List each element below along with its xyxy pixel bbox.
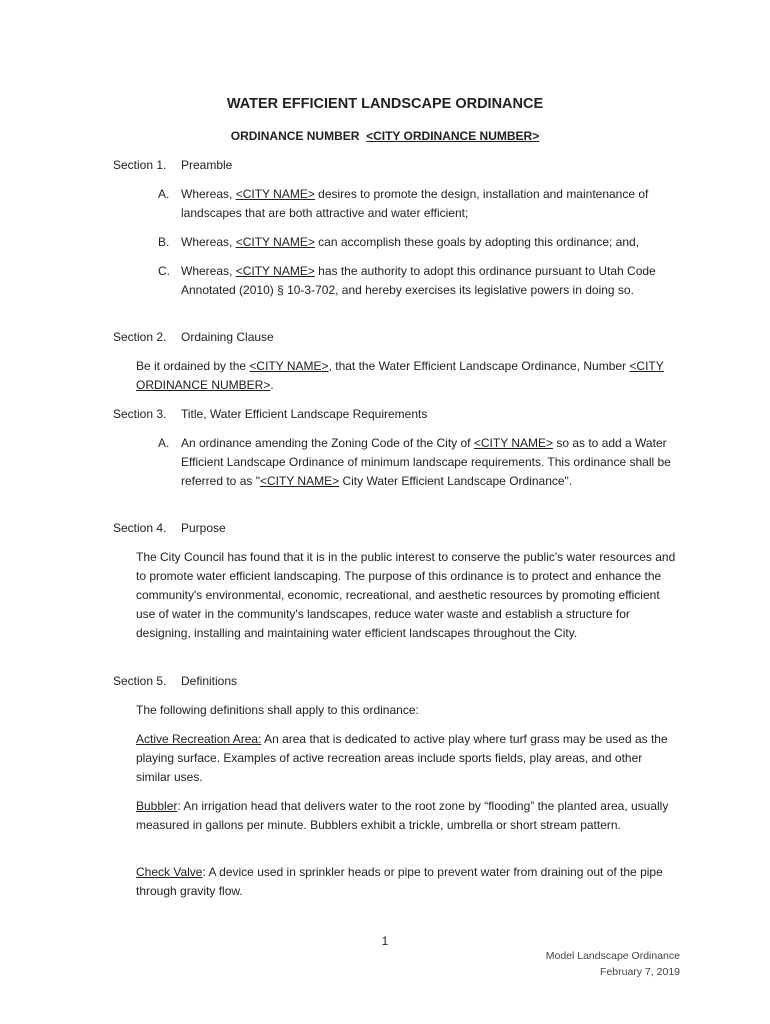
footer-date: February 7, 2019	[600, 966, 680, 978]
definition-term: Check Valve	[136, 865, 203, 879]
section-1-item-b	[158, 233, 678, 252]
ordinance-number-line	[0, 127, 770, 146]
section-4-number: Section 4.	[113, 521, 167, 535]
section-4-title: Purpose	[181, 521, 226, 535]
page-footer	[546, 948, 680, 980]
item-text-post: desires to promote the design, installation and maintenance of landscapes that are both attractive and water efficient;	[181, 187, 649, 220]
section-1-item-a	[158, 185, 678, 223]
section-1-heading	[113, 156, 232, 175]
definition-term: Bubbler	[136, 799, 178, 813]
page-number: 1	[381, 934, 389, 948]
definition-check-valve	[136, 863, 676, 901]
item-text-post: City Water Efficient Landscape Ordinance".	[339, 474, 573, 488]
item-letter: A.	[158, 436, 170, 450]
section-2-paragraph	[136, 357, 676, 395]
item-text-pre: Whereas,	[181, 264, 236, 278]
definition-term: Active Recreation Area:	[136, 732, 262, 746]
section-5-number: Section 5.	[113, 674, 167, 688]
city-name-placeholder: <CITY NAME>	[249, 359, 329, 373]
section-4-paragraph: The City Council has found that it is in the public interest to conserve the public's water resources and to promote water efficient landscaping. The purpose of this ordinance is to protect and enhance the community's environmental, economic, recreational, and aesthetic resources by promoting efficient use of water in the community's landscapes, reduce water waste and establish a structure for designing, installing and maintaining water efficient landscapes throughout the City.	[136, 550, 676, 640]
section-3-item-a	[158, 434, 678, 491]
city-name-placeholder: <CITY NAME>	[473, 436, 553, 450]
item-letter: B.	[158, 235, 170, 249]
ordinance-number-label: ORDINANCE NUMBER	[230, 129, 360, 143]
item-letter: C.	[158, 264, 170, 278]
section-1-item-c	[158, 262, 678, 300]
ordinance-number-value: <CITY ORDINANCE NUMBER>	[366, 129, 540, 143]
paragraph-text: Be it ordained by the	[136, 359, 250, 373]
section-1-number: Section 1.	[113, 158, 167, 172]
section-3-heading	[113, 405, 427, 424]
city-ordinance-number-placeholder: <CITY ORDINANCE NUMBER>	[136, 359, 664, 392]
section-2-number: Section 2.	[113, 330, 167, 344]
footer-document-name: Model Landscape Ordinance	[545, 950, 680, 962]
definition-text: : A device used in sprinkler heads or pipe to prevent water from draining out of the pipe through gravity flow.	[136, 865, 663, 898]
section-5-title: Definitions	[181, 674, 238, 688]
section-5-heading	[113, 672, 237, 691]
paragraph-text: .	[270, 378, 274, 392]
city-name-placeholder: <CITY NAME>	[259, 474, 340, 488]
item-text-post: can accomplish these goals by adopting this ordinance; and,	[314, 235, 640, 249]
item-text-pre: Whereas,	[181, 187, 236, 201]
document-title: WATER EFFICIENT LANDSCAPE ORDINANCE	[226, 96, 544, 112]
item-text-post: has the authority to adopt this ordinance pursuant to Utah Code Annotated (2010) § 10-3-702, and hereby exercises its legislative powers in doing so.	[181, 264, 656, 297]
section-3-title: Title, Water Efficient Landscape Requirements	[181, 407, 428, 421]
definition-text: : An irrigation head that delivers water to the root zone by “flooding” the planted area, usually measured in gallons per minute. Bubblers exhibit a trickle, umbrella or short stream pattern.	[136, 799, 669, 832]
section-3-number: Section 3.	[113, 407, 167, 421]
item-letter: A.	[158, 187, 170, 201]
section-2-heading	[113, 328, 274, 347]
section-4-heading	[113, 519, 226, 538]
definition-bubbler	[136, 797, 676, 835]
item-text-pre: Whereas,	[181, 235, 236, 249]
paragraph-text: , that the Water Efficient Landscape Ordinance, Number	[328, 359, 630, 373]
definition-text: An area that is dedicated to active play where turf grass may be used as the playing surface. Examples of active recreation areas include sports fields, play areas, and other similar uses.	[136, 732, 668, 784]
definitions-intro: The following definitions shall apply to this ordinance:	[136, 703, 419, 717]
definition-active-recreation-area	[136, 730, 676, 787]
city-name-placeholder: <CITY NAME>	[235, 187, 315, 201]
city-name-placeholder: <CITY NAME>	[235, 235, 315, 249]
section-1-title: Preamble	[181, 158, 233, 172]
item-text-mid: so as to add a Water Efficient Landscape Ordinance of minimum landscape requirements. This ordinance shall be referred to as "	[181, 436, 671, 488]
section-2-title: Ordaining Clause	[181, 330, 274, 344]
item-text-pre: An ordinance amending the Zoning Code of the City of	[181, 436, 474, 450]
city-name-placeholder: <CITY NAME>	[235, 264, 315, 278]
